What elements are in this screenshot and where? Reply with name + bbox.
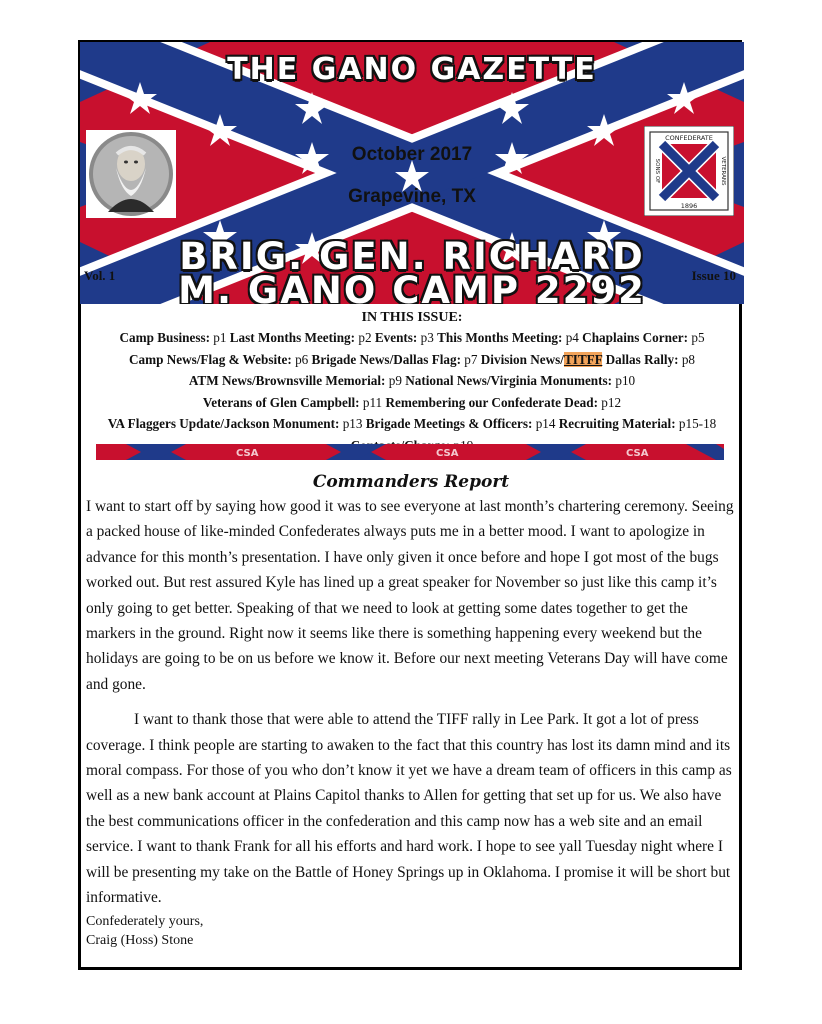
toc-entry-page: p5 (688, 330, 705, 345)
report-closing (86, 912, 203, 950)
strip-label: CSA (626, 448, 649, 459)
toc-entry-label: Remembering our Confederate Dead: (385, 394, 598, 410)
seal-text-left: SONS OF (654, 158, 660, 184)
newsletter-title: THE GANO GAZETTE (227, 52, 597, 87)
camp-name-line1: BRIG. GEN. RICHARD (179, 235, 645, 278)
toc-entry-label: VA Flaggers Update/Jackson Monument: (107, 416, 340, 431)
toc-entry-label: National News/Virginia Monuments: (405, 373, 613, 388)
commanders-report-body (86, 494, 738, 911)
toc-entry-label: Recruiting Material: (558, 416, 676, 431)
issue-number: Issue 10 (691, 268, 736, 283)
toc-entry-label: Last Months Meeting: (229, 330, 356, 345)
toc-entry-label: Chaplains Corner: (582, 330, 689, 345)
toc-entry-label: Dallas Rally: (602, 351, 679, 367)
toc-line-4 (84, 392, 740, 414)
toc-entry-page: p3 (417, 330, 438, 345)
seal-text-right: VETERANS (720, 156, 726, 186)
toc-entry-label: Brigade Meetings & Officers: (365, 416, 533, 431)
commanders-report-heading: Commanders Report (312, 472, 510, 492)
toc-line-3 (84, 370, 740, 392)
toc-entry-label: Camp News/Flag & Website: (129, 351, 292, 367)
csa-flag-strip (96, 444, 724, 460)
closing-salutation: Confederately yours, (86, 914, 204, 929)
issue-date: October 2017 (351, 144, 473, 165)
toc-entry-page: p10 (612, 373, 636, 388)
camp-name-line2: M. GANO CAMP 2292 (178, 269, 646, 304)
toc-entry-page: p14 (532, 416, 559, 431)
seal-year: 1896 (680, 202, 698, 210)
toc-entry-page: p7 (461, 351, 481, 367)
toc-entry-page: p11 (359, 394, 386, 410)
toc-entry-page: p9 (385, 373, 406, 388)
toc-entry-label: This Months Meeting: (437, 330, 563, 345)
toc-highlight: TITFF (563, 351, 603, 367)
toc-line-2 (84, 349, 740, 371)
toc-entry-page: p6 (291, 351, 312, 367)
toc-entry-page: p15-18 (675, 416, 717, 431)
seal-text-top: CONFEDERATE (665, 134, 713, 142)
toc-entry-label: ATM News/Brownsville Memorial: (188, 373, 386, 388)
toc-entry-label: Division News/ (480, 351, 564, 367)
toc-entry-page: p12 (598, 394, 622, 410)
signature-name: Craig (Hoss) Stone (86, 933, 194, 948)
toc-entry-label: Camp Business: (119, 330, 210, 345)
toc-heading: IN THIS ISSUE: (361, 310, 463, 325)
toc-entry-label: Brigade News/Dallas Flag: (311, 351, 461, 367)
strip-label: CSA (236, 448, 259, 459)
report-paragraph-2: I want to thank those that were able to attend the TIFF rally in Lee Park. It got a lot of press coverage. I think people are starting to awaken to the fact that this country has lost its damn mind and its moral compass. For those of you who don’t know it yet we have a dream team of officers in this camp as well as a new bank account at Plains Capitol thanks to Allen for getting that set up for us. We also have the best communications officer in the confederation and this camp now has a web site and an email service. I want to thank Frank for all his efforts and hard work. I hope to see yall Tuesday night where I will be presenting my take on the Battle of Honey Springs up in Oklahoma. I promise it will be short but informative. (86, 711, 732, 907)
toc-entry-label: Veterans of Glen Campbell: (202, 394, 360, 410)
toc-entry-label: Events: (374, 330, 418, 345)
toc-entry-page: p13 (339, 416, 366, 431)
report-paragraph-1: I want to start off by saying how good it was to see everyone at last month’s chartering ceremony. Seeing a packed house of like-minded Confederates always puts me in a better mood. I want to apologize in advance for this month’s presentation. I have only given it once before and hope I got most of the bugs worked out. But rest assured Kyle has lined up a great speaker for November so just like this camp it’s only going to get better. Speaking of that we need to look at getting some dates together to get the markers in the ground. Right now it seems like there is something happening every weekend but the holidays are going to be on us before we know it. Before our next meeting Veterans Day will have come and gone. (86, 498, 734, 693)
toc-entry-page: p4 (562, 330, 583, 345)
masthead-banner (80, 42, 744, 304)
toc-line-1 (84, 327, 740, 349)
toc-entry-page: p2 (355, 330, 375, 345)
issue-location: Grapevine, TX (348, 186, 476, 207)
volume-number: Vol. 1 (84, 268, 116, 283)
toc-entry-page: p8 (678, 351, 695, 367)
table-of-contents (84, 308, 740, 456)
strip-label: CSA (436, 448, 459, 459)
toc-entry-page: p1 (209, 330, 230, 345)
